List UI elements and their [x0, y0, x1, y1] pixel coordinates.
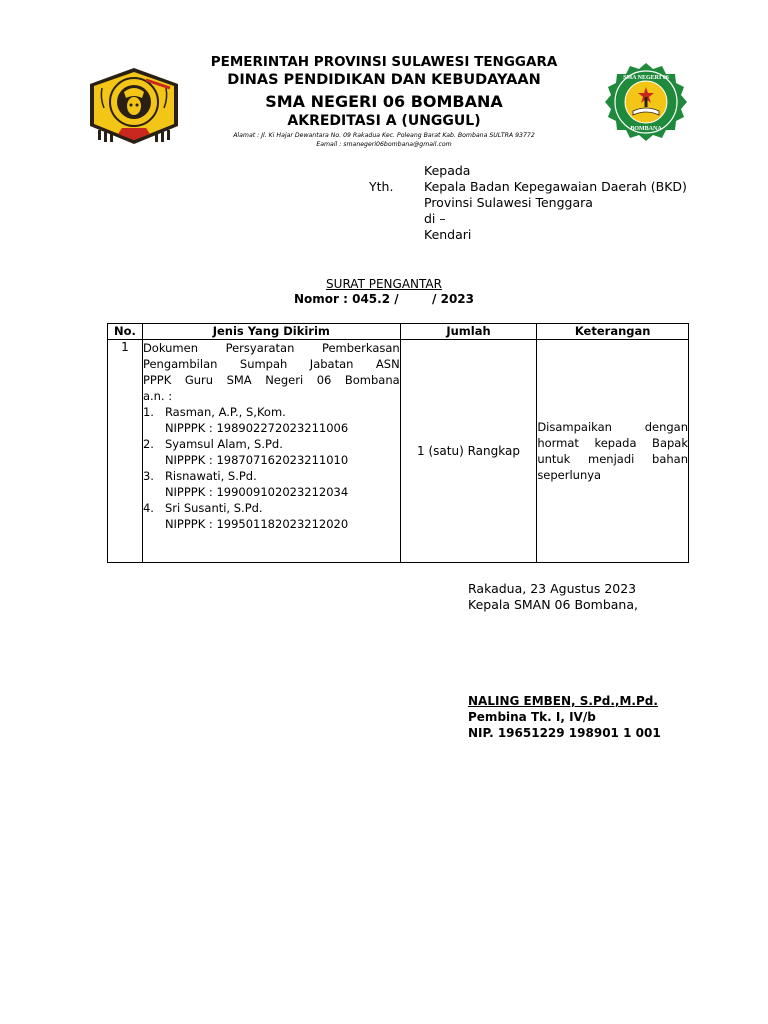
person-2-nip: NIPPPK : 198707162023211010 — [164, 453, 349, 467]
table-header-row — [108, 324, 689, 340]
school-logo-bottom-text: BOMBANA — [630, 126, 662, 132]
letter-title: SURAT PENGANTAR — [326, 277, 442, 291]
person-3-nip: NIPPPK : 199009102023212034 — [164, 485, 349, 499]
person-2-name — [143, 436, 400, 452]
person-1-number: 1. — [142, 405, 154, 419]
recipient-line-4: Kendari — [424, 227, 472, 242]
row-description — [143, 340, 400, 404]
person-1-name-text: Rasman, A.P., S,Kom. — [164, 405, 286, 419]
row-jenis — [142, 340, 400, 563]
signature-name: NALING EMBEN, S.Pd.,M.Pd. — [468, 694, 658, 708]
person-1-nip: NIPPPK : 198902272023211006 — [164, 421, 349, 435]
row-no: 1 — [108, 340, 143, 563]
recipient-line-3: di – — [424, 211, 446, 226]
header-jumlah: Jumlah — [400, 324, 537, 340]
recipient-line-1: Kepala Badan Kepegawaian Daerah (BKD) — [424, 179, 687, 194]
desc-line-2: Pengambilan Sumpah Jabatan ASN — [142, 357, 400, 371]
recipient-line-2: Provinsi Sulawesi Tenggara — [424, 195, 593, 210]
person-3-number: 3. — [142, 469, 154, 483]
row-jumlah: 1 (satu) Rangkap — [400, 340, 537, 563]
header-keterangan: Keterangan — [537, 324, 689, 340]
header-accreditation: AKREDITASI A (UNGGUL) — [287, 113, 481, 129]
header-government: PEMERINTAH PROVINSI SULAWESI TENGGARA — [210, 54, 558, 70]
table-row — [108, 340, 689, 563]
signature-rank: Pembina Tk. I, IV/b — [468, 710, 596, 724]
header-email: Eamail : smanegeri06bombana@gmail.com — [316, 141, 452, 148]
signature-place-date: Rakadua, 23 Agustus 2023 — [468, 581, 637, 596]
row-keterangan — [537, 340, 689, 563]
keterangan-text: Disampaikan dengan hormat kepada Bapak untuk menjadi bahan seperlunya — [537, 420, 688, 482]
person-2-number: 2. — [142, 437, 154, 451]
signature-nip: NIP. 19651229 198901 1 001 — [468, 726, 661, 740]
person-3-name — [143, 468, 400, 484]
document-table — [107, 323, 689, 563]
school-logo-top-text: SMA NEGERI 06 — [623, 75, 669, 81]
person-4-name-text: Sri Susanti, S.Pd. — [164, 501, 263, 515]
letter-number: Nomor : 045.2 / / 2023 — [293, 292, 474, 306]
header-no: No. — [108, 324, 143, 340]
header-department: DINAS PENDIDIKAN DAN KEBUDAYAAN — [227, 72, 541, 88]
recipient-yth: Yth. — [369, 179, 394, 194]
person-3-name-text: Risnawati, S.Pd. — [164, 469, 257, 483]
header-jenis: Jenis Yang Dikirim — [142, 324, 400, 340]
desc-line-3: PPPK Guru SMA Negeri 06 Bombana — [142, 373, 400, 387]
desc-line-4: a.n. : — [142, 389, 173, 403]
header-address: Alamat : Jl. Ki Hajar Dewantara No. 09 Rakadua Kec. Poleang Barat Kab. Bombana SULTRA 93772 — [233, 132, 535, 139]
person-4-number: 4. — [142, 501, 154, 515]
person-2-name-text: Syamsul Alam, S.Pd. — [164, 437, 283, 451]
desc-line-1: Dokumen Persyaratan Pemberkasan — [142, 341, 400, 355]
header-school-name: SMA NEGERI 06 BOMBANA — [265, 92, 503, 111]
person-4-nip: NIPPPK : 199501182023212020 — [164, 517, 349, 531]
person-1-name — [143, 404, 400, 420]
signature-position: Kepala SMAN 06 Bombana, — [468, 597, 638, 612]
person-4-name — [143, 500, 400, 516]
recipient-kepada: Kepada — [424, 163, 471, 178]
